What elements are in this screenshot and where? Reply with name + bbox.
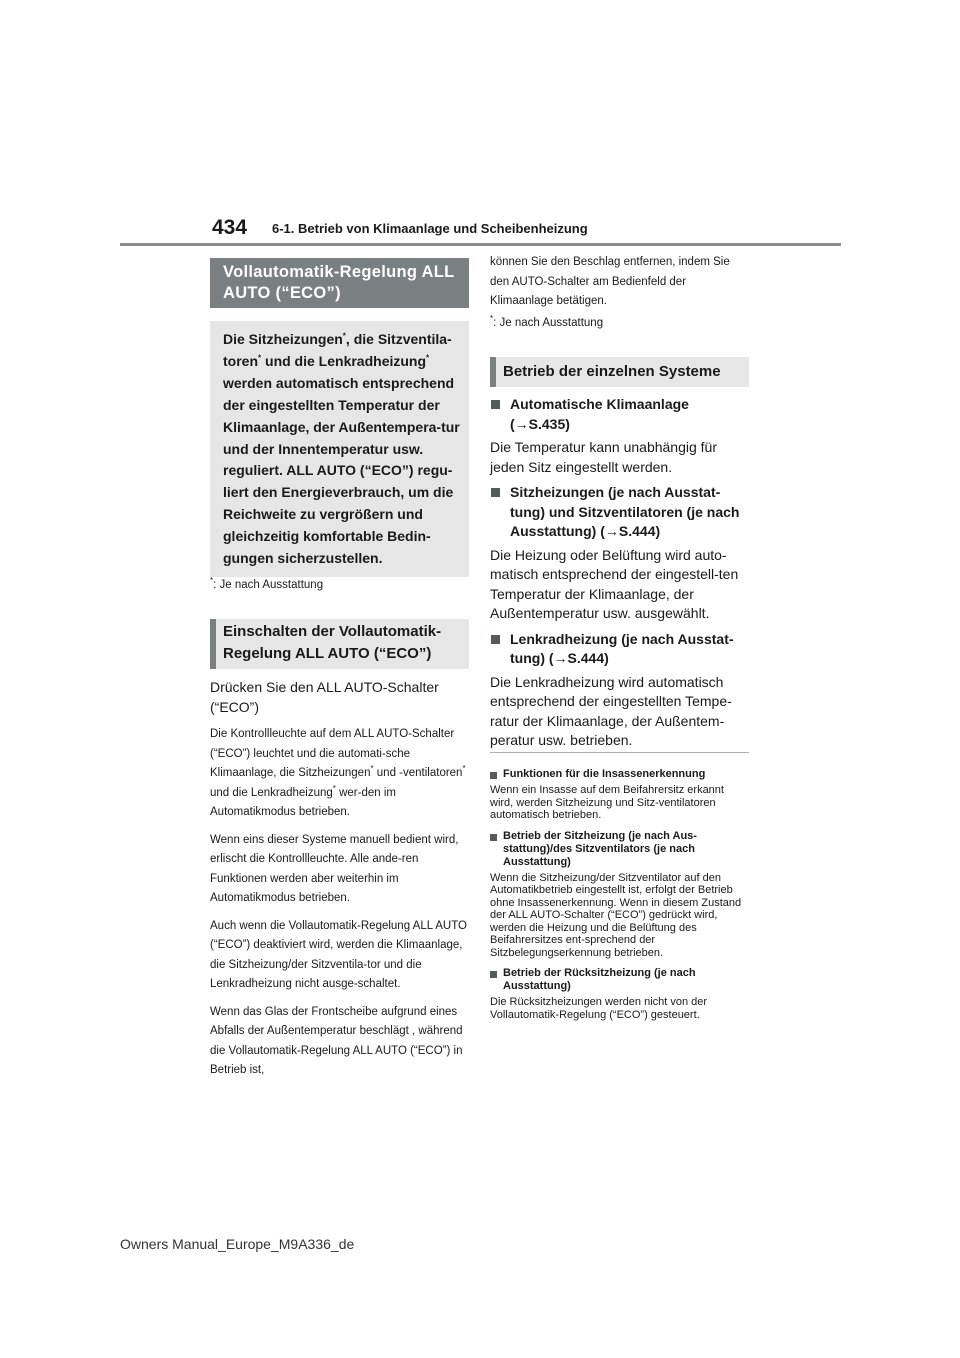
list-item (490, 630, 749, 751)
square-bullet-icon (490, 971, 497, 978)
systems-list (490, 395, 749, 751)
item-heading: Automatische Klimaanlage (→S.435) (490, 395, 749, 434)
note (490, 830, 749, 960)
square-bullet-icon (491, 400, 500, 409)
paragraph: Die Kontrollleuchte auf dem ALL AUTO-Schalter (“ECO”) leuchtet und die automati-sche Klimaanlage, die Sitzheizungen* und -ventilatoren* und die Lenkradheizung* wer-den im Automatikmodus betrieben. (210, 728, 466, 818)
item-heading: Sitzheizungen (je nach Ausstat-tung) und Sitzventilatoren (je nach Ausstattung) (→S.444) (490, 483, 749, 542)
paragraph: Wenn eins dieser Systeme manuell bedient wird, erlischt die Kontrollleuchte. Alle ande-ren Funktionen werden aber weiterhin im Automatikmodus betrieben. (210, 833, 459, 904)
main-heading: Vollautomatik-Regelung ALL AUTO (“ECO”) (210, 258, 469, 308)
note-body: Die Rücksitzheizungen werden nicht von der Vollautomatik-Regelung (“ECO”) gesteuert. (490, 996, 708, 1021)
paragraph: Auch wenn die Vollautomatik-Regelung ALL AUTO (“ECO”) deaktiviert wird, werden die Klimaanlage, die Sitzheizung/der Sitzventila-tor und die Lenkradheizung nicht ausge-schaltet. (210, 919, 467, 990)
instruction-step: Drücken Sie den ALL AUTO-Schalter (“ECO”) (210, 679, 439, 715)
left-body (210, 678, 469, 1081)
footnote-left: *: Je nach Ausstattung (210, 576, 324, 591)
note-body: Wenn ein Insasse auf dem Beifahrersitz erkannt wird, werden Sitzheizung und Sitz-ventilatoren automatisch betrieben. (490, 784, 724, 821)
document-footer: Owners Manual_Europe_M9A336_de (120, 1236, 355, 1252)
square-bullet-icon (490, 834, 497, 841)
square-bullet-icon (491, 488, 500, 497)
note-heading: Betrieb der Rücksitzheizung (je nach Ausstattung) (490, 967, 749, 993)
note-body: Wenn die Sitzheizung/der Sitzventilator auf den Automatikbetrieb eingestellt ist, erfolgt der Betrieb ohne Insassenerkennung. Wenn in diesem Zustand der ALL AUTO-Schalter (“ECO”) gedrückt wird, werden die Heizung und die Belüftung des Beifahrersitzes ent-sprechend der Sitzbelegungserkennung betrieben. (490, 871, 742, 959)
heading-individual-systems: Betrieb der einzelnen Systeme (490, 357, 749, 387)
item-body: Die Lenkradheizung wird automatisch entsprechend der eingestellten Tempe-ratur der Klimaanlage, der Außentem-peratur usw. betrieben. (490, 673, 732, 748)
intro-text: Die Sitzheizungen*, die Sitzventila-toren* und die Lenkradheizung* werden automatisch entsprechend der eingestellten Temperatur der Klimaanlage, der Außentempera-tur und der Innentemperatur usw. reguliert. ALL AUTO (“ECO”) regu-liert den Energieverbrauch, um die Reichweite zu vergrößern und gleichzeitig komfortable Bedin-gungen sicherzustellen. (223, 331, 460, 567)
sub-heading-activation: Einschalten der Vollautomatik-Regelung ALL AUTO (“ECO”) (210, 619, 469, 669)
note (490, 967, 749, 1021)
notes-section (490, 768, 749, 1021)
arrow-icon: → (604, 523, 619, 539)
arrow-icon: → (514, 415, 529, 432)
page-number: 434 (212, 216, 248, 239)
section-title: 6-1. Betrieb von Klimaanlage und Scheibenheizung (272, 221, 588, 236)
notes-divider (490, 752, 749, 753)
note (490, 768, 749, 822)
square-bullet-icon (490, 772, 497, 779)
item-body: Die Heizung oder Belüftung wird auto-matisch entsprechend der eingestell-ten Temperatur der Klimaanlage, der Außentemperatur usw. ausgewählt. (490, 546, 739, 621)
intro-box (210, 321, 469, 577)
note-heading: Betrieb der Sitzheizung (je nach Aus-stattung)/des Sitzventilators (je nach Ausstattung) (490, 830, 749, 869)
list-item (490, 395, 749, 477)
footnote-right: *: Je nach Ausstattung (490, 313, 604, 329)
square-bullet-icon (491, 635, 500, 644)
header-divider (120, 243, 841, 246)
list-item (490, 483, 749, 624)
item-body: Die Temperatur kann unabhängig für jeden Sitz eingestellt werden. (490, 439, 718, 475)
paragraph: Wenn das Glas der Frontscheibe aufgrund eines Abfalls der Außentemperatur beschlägt , während die Vollautomatik-Regelung ALL AUTO (“ECO”) in Betrieb ist, (210, 1005, 463, 1076)
paragraph-continued: können Sie den Beschlag entfernen, indem Sie den AUTO-Schalter am Bedienfeld der Klimaanlage betätigen. (490, 256, 730, 307)
note-heading: Funktionen für die Insassenerkennung (490, 768, 749, 781)
item-heading: Lenkradheizung (je nach Ausstat-tung) (→S.444) (490, 630, 749, 669)
right-top (490, 253, 749, 331)
arrow-icon: → (553, 650, 568, 666)
